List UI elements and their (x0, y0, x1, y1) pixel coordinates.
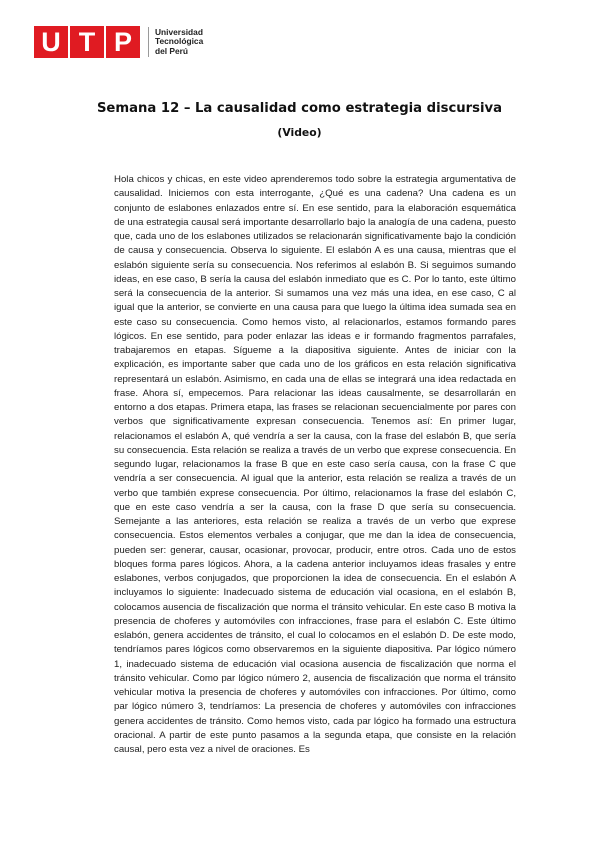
logo-line-1: Universidad (155, 26, 203, 37)
document-title: Semana 12 – La causalidad como estrategia discursiva (96, 101, 503, 116)
logo-line-3: del Perú (155, 45, 189, 56)
document-subtitle: (Video) (277, 126, 322, 139)
utp-logo (34, 26, 203, 58)
logo-letter-t: T (70, 26, 104, 58)
logo-letter-u: U (34, 26, 68, 58)
logo-letter-p: P (106, 26, 140, 58)
transcript-paragraph: Hola chicos y chicas, en este video aprenderemos todo sobre la estrategia argumentativa de causalidad. Iniciemos con esta interrogante, ¿Qué es una cadena? Una cadena es un conjunto de eslabones enlazados entre sí. En ese sentido, para la elaboración esquemática de una estrategia causal será importante desarrollarlo bajo la analogía de una cadena, puesto que, cada uno de los eslabones utilizados se relacionarán significativamente bajo la condición de causa y consecuencia. Observa lo siguiente. El eslabón A es una causa, mientras que el eslabón siguiente sería su consecuencia. Nos referimos al eslabón B. Si seguimos sumando ideas, en ese caso, B sería la causa del eslabón inmediato que es C. Por lo tanto, este último será la consecuencia de la anterior. Si sumamos una vez más una idea, en ese caso, C al igual que la anterior, se convierte en una causa para que luego la última idea sumada sea en este caso su consecuencia. Como hemos visto, al relacionarlos, estamos formando pares lógicos. En ese sentido, para poder enlazar las ideas e ir formando fragmentos parrafales, trabajaremos en etapas. Sígueme a la diapositiva siguiente. Antes de iniciar con la explicación, es importante saber que cada uno de los gráficos en esta relación significativa representará un eslabón. Asimismo, en cada una de ellas se integrará una idea redactada en frase. Ahora sí, empecemos. Para relacionar las ideas causalmente, se desarrollarán en entorno a dos etapas. Primera etapa, las frases se relacionan secuencialmente por pares con verbos que significativamente expresan consecuencia. Tenemos así: En primer lugar, relacionamos el eslabón A, qué vendría a ser la causa, con la frase del eslabón B, que sería su consecuencia. Esta relación se realiza a través de un verbo que exprese consecuencia. En segundo lugar, relacionamos la frase B que en este caso sería causa, con la frase C que vendría a ser consecuencia. Al igual que la anterior, esta relación se realiza a través de un verbo que también exprese consecuencia. Por último, relacionamos la frase del eslabón C, que en este caso vendría a ser la causa, con la frase D que sería su consecuencia. Semejante a las anteriores, esta relación se realiza a través de un verbo que exprese consecuencia. Estos elementos verbales a conjugar, que me dan la idea de consecuencia, pueden ser: generar, causar, ocasionar, provocar, producir, entre otros. Cada uno de estos bloques forma pares lógicos. Ahora, a la cadena anterior incluyamos ideas frasales y entre eslabones, verbos conjugados, que proporcionen la idea de consecuencia. En el eslabón A incluyamos lo siguiente: Inadecuado sistema de educación vial ocasiona, en el eslabón B, colocamos ausencia de fiscalización que norma el tránsito vehicular. En este caso B motiva la presencia de choferes y automóviles con infracciones, frase para el eslabón C. Este último eslabón, genera accidentes de tránsito, el cual lo colocamos en el eslabón D. De este modo, tendríamos pares lógicos como observaremos en la siguiente diapositiva. Par lógico número 1, inadecuado sistema de educación vial ocasiona ausencia de fiscalización que norma el tránsito vehicular. Como par lógico número 2, ausencia de fiscalización que norma el tránsito vehicular motiva la presencia de choferes y automóviles con infracciones. Por último, como par lógico número 3, tendríamos: La presencia de choferes y automóviles con infracciones genera accidentes de tránsito. Como hemos visto, cada par lógico ha formado una estructura oracional. A partir de este punto pasamos a la segunda etapa, que consiste en la relación causal, pero esta vez a nivel de oraciones. Es (114, 174, 516, 755)
logo-divider (148, 27, 149, 57)
logo-university-name (155, 28, 203, 57)
logo-line-2: Tecnológica (155, 36, 204, 47)
